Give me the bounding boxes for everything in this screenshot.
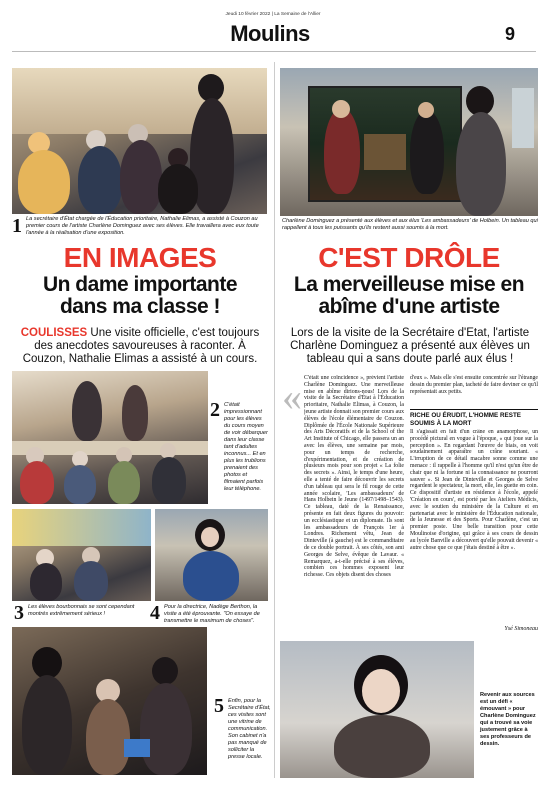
page-number: 9 xyxy=(505,24,516,44)
article-column-2a: d'eux ». Mais elle s'est ensuite concentrée sur l'étrange dessin du premier plan, tacheté de faire deviner ce qu'il représentait aux petits. xyxy=(410,375,538,395)
caption-2: C'était impressionnant pour les élèves du cours moyen de voir débarquer dans leur classe tant d'adultes inconnus... Et en plus les trublions prenaient des photos et filmaient parfois leur téléphone. xyxy=(224,402,268,492)
headline-right: La merveilleuse mise en abîme d'une artiste xyxy=(293,273,525,318)
caption-right-top: Charlène Dominguez a présenté aux élèves et aux élus 'Les ambassadeurs' de Holbein. Un tableau qui rappellent à tous les puissants qu'ils restent aussi soumis à la mort. xyxy=(282,218,538,231)
photo-press-visit xyxy=(12,627,207,775)
caption-5: Enfin, pour la Secrétaire d'État, ces visites sont une vitrine de communication. Son cabinet n'a pas manqué de solliciter la presse locale. xyxy=(228,698,271,760)
caption-right-bottom: Revenir aux sources est un défi « émouvant » pour Charlène Dominguez qui a trouvé sa voie justement grâce à ses professeurs de dessin. xyxy=(480,692,536,747)
article-subhead: RICHE OU ÉRUDIT, L'HOMME RESTE SOUMIS À LA MORT xyxy=(410,409,538,427)
caption-4: Pour la directrice, Nadège Berthon, la visite a été éprouvante. "On essaye de transmettre le maximum de choses". xyxy=(164,604,260,624)
headline-left: Un dame importante dans ma classe ! xyxy=(42,273,238,318)
kicker-en-images: EN IMAGES xyxy=(63,242,217,273)
caption-number-2: 2 xyxy=(210,399,220,421)
photo-students-class xyxy=(12,371,208,504)
photo-classroom-visit xyxy=(12,68,267,214)
header-date: Jeudi 10 février 2022 xyxy=(225,12,271,17)
kicker-cest-drole: C'EST DRÔLE xyxy=(318,242,500,273)
photo-artist-portrait xyxy=(280,641,474,778)
section-title: Moulins xyxy=(230,21,310,46)
intro-text: Une visite officielle, c'est toujours des anecdotes savoureuses à raconter. À Couzon, Nathalie Elimas a assisté à un cours. xyxy=(22,327,260,365)
intro-left xyxy=(12,327,268,366)
caption-number-3: 3 xyxy=(14,602,24,624)
photo-serious-students xyxy=(12,509,151,601)
caption-number-5: 5 xyxy=(214,695,224,717)
artist-face xyxy=(362,669,400,713)
quote-mark: « xyxy=(282,374,302,419)
painting-screen xyxy=(308,86,462,202)
header-separator: | xyxy=(271,12,273,17)
header-publication: La Semaine de l'Allier xyxy=(274,12,321,17)
photo-director xyxy=(155,509,268,601)
header-date-line xyxy=(188,12,358,17)
caption-number-4: 4 xyxy=(150,602,160,624)
article-column-2b: Il s'agissait en fait d'un crâne en anamorphose, un procédé pictural en vogue à l'époque, « qui joue sur la perception ». En regardant l'œuvre de biais, on voit soudainement apparaître un crâne souriant. « L'irruption de ce détail macabre sonne comme une menace : il rappelle à l'homme qu'il n'est qu'un être de chair que ni la fortune ni la connaissance ne pourront sauver ». Si Jean de Dinteville et Georges de Selve regardent le spectateur, la mort, elle, les guette en coin. Ce dispositif d'artiste en résidence à l'école, appelé 'Création en cours', est porté par les Ateliers Médicis, avec le soutien du ministère de la Culture et en partenariat avec le ministère de l'Éducation nationale, de la Jeunesse et des Sports. Pour Charlène, c'est un premier poste. Une belle transition pour cette Moulinoise d'origine, qui grâce à ses cours de dessin au lycée Banville a découvert qu'elle pouvait devenir « autre chose que ce que j'étais destiné à être ». xyxy=(410,429,538,551)
intro-right: Lors de la visite de la Secrétaire d'Etat, l'artiste Charlène Dominguez a présenté aux élèves un tableau qui a sans doute parlé aux élus ! xyxy=(290,327,530,365)
article-signature: Ysé Simoneau xyxy=(504,626,538,632)
caption-3: Les élèves bourbonnais se sont cependant montrés extrêmement sérieux ! xyxy=(28,604,135,617)
header-rule xyxy=(12,51,536,52)
column-divider xyxy=(274,62,275,778)
photo-holbein-presentation xyxy=(280,68,538,216)
caption-1: La secrétaire d'État chargée de l'Éducation prioritaire, Nathalie Elimas, a assisté à Couzon au premier cours de l'artiste Charlène Dominguez avec ses élèves. Elle travaillera avec eux toute l'année à la réalisation d'une exposition. xyxy=(26,216,259,236)
intro-label: COULISSES xyxy=(20,327,88,339)
article-column-1: C'était une coïncidence », prévient l'artiste Charlène Dominguez. Une merveilleuse mise en abîme dirions-nous! Lors de la visite de la Secrétaire d'État à l'Éducation prioritaire, Nathalie Elimas, à Couzon, la jeune artiste donnait son premier cours aux élèves de l'école élémentaire de Couzon. Diplômée de l'École Nationale Supérieure des Arts Décoratifs et de la School of the Art Institute of Chicago, elle passera un an avec les élèves, une semaine par mois, pour un temps de recherche, d'expérimentation, et de création de plusieurs mois pour son projet « La folie des secrets ». Ainsi, le temps d'une heure, elle a tenté de faire découvrir les secrets d'un tableau qui sera le fil rouge de cette année scolaire, 'Les ambassadeurs' de Hans Holbein le Jeune (1497/1498–1543). Ce tableau, daté de la Renaissance, présente en fait deux figures du pouvoir: un ecclésiastique et un diplomate. Ils sont les ambassadeurs de François 1er à Londres. Richement vêtu, Jean de Dinteville (à gauche) est le commanditaire de ce double portrait. À ses côtés, son ami Georges de Selve, évêque de Lavaur. « Remarquez, a-t-elle précisé à ses élèves, combien ces hommes exposent leur richesse. Ces objets disent des choses xyxy=(304,375,404,579)
caption-number-1: 1 xyxy=(12,215,22,237)
